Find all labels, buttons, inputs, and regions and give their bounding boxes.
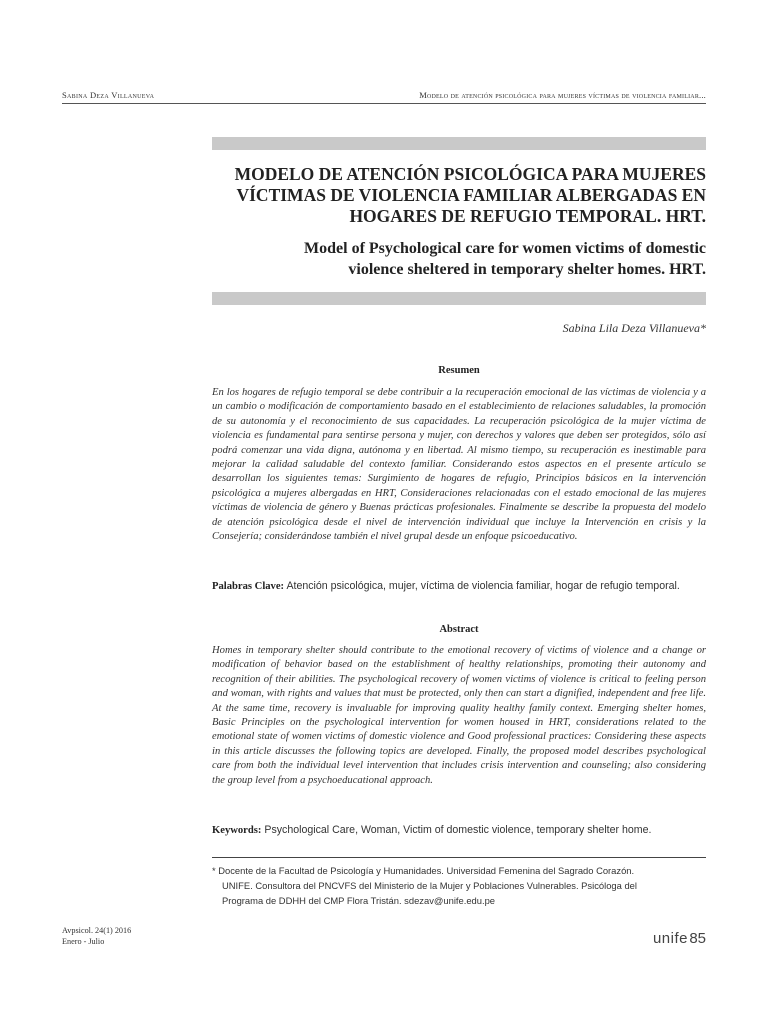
palabras-clave-values: Atención psicológica, mujer, víctima de violencia familiar, hogar de refugio temporal. [286, 580, 680, 592]
palabras-clave [212, 579, 706, 594]
journal-volume: Avpsicol. 24(1) 2016 [62, 926, 132, 935]
title-band-top [212, 137, 706, 150]
footnote-line-3: Programa de DDHH del CMP Flora Tristán. sdezav@unife.edu.pe [222, 895, 496, 906]
footnote-line-2: UNIFE. Consultora del PNCVFS del Ministerio de la Mujer y Poblaciones Vulnerables. Psicóloga del [222, 880, 637, 891]
journal-period: Enero - Julio [62, 937, 105, 946]
header-rule [62, 103, 706, 104]
resumen-heading: Resumen [438, 365, 480, 376]
resumen-text: En los hogares de refugio temporal se debe contribuir a la recuperación emocional de las víctimas de violencia y a un cambio o modificación de comportamiento basado en el establecimiento de relaciones saludables, la promoción de su autonomía y el reconocimiento de sus capacidades. La recuperación psicológica de la mujer víctima de violencia es fundamental para sentirse persona y mujer, con derechos y valores que deben ser protegidos, sólo así podrá comenzar una vida digna, autónoma y en libertad. Al mismo tiempo, su recuperación es inestimable para mejorar la calidad saludable del contexto familiar. Considerando estos aspectos en el presente artículo se desarrollan los siguientes temas: Surgimiento de hogares de refugio, Principios básicos en la intervención psicológica a mujeres albergadas en HRT, Consideraciones relacionadas con el estado emocional de las mujeres víctimas de violencia de género y Buenas prácticas profesionales. Finalmente se describe la propuesta del modelo de atención psicológica desde el nivel de intervención individual que incluye la Intervención en crisis y la Consejería; considerándose también el nivel grupal desde un enfoque psicoeducativo. [212, 387, 706, 543]
keywords [212, 823, 706, 838]
abstract-text: Homes in temporary shelter should contribute to the emotional recovery of victims of violence and a change or modification of behavior based on the establishment of healthy relationships, promoting their autonomy and recognition of their abilities. The psychological recovery of women victims of violence is critical to feeling person and woman, with rights and values that must be protected, only then can start a dignified, independent and free life. At the same time, recovery is invaluable for improving quality healthy family context. Emerging shelter homes, Basic Principles on the psychological intervention for women housed in HRT, considerations related to the emotional state of women victims of domestic violence and Good professional practices: Considering these aspects in this article discusses the following topics are developed. Finally, the proposed model describes psychological care from both the individual level intervention that includes crisis intervention and counseling; also considering the group level from a psychoeducational approach. [212, 645, 706, 786]
abstract-heading: Abstract [439, 624, 479, 635]
title-spanish-line-2: VÍCTIMAS DE VIOLENCIA FAMILIAR ALBERGADAS EN [236, 185, 706, 205]
page-number: 85 [689, 930, 706, 947]
keywords-values: Psychological Care, Woman, Victim of domestic violence, temporary shelter home. [264, 824, 652, 836]
title-spanish [200, 164, 706, 227]
author-name: Sabina Lila Deza Villanueva* [562, 321, 706, 335]
title-spanish-line-3: HOGARES DE REFUGIO TEMPORAL. HRT. [349, 206, 706, 226]
author-footnote [212, 863, 706, 908]
title-spanish-line-1: MODELO DE ATENCIÓN PSICOLÓGICA PARA MUJERES [234, 164, 706, 184]
running-header-title: Modelo de atención psicológica para mujeres víctimas de violencia familiar... [419, 90, 706, 100]
unife-logo: unife [652, 930, 688, 947]
title-english-line-1: Model of Psychological care for women victims of domestic [304, 240, 706, 257]
footnote-rule [212, 857, 706, 858]
running-header-author: Sabina Deza Villanueva [62, 90, 155, 100]
footnote-line-1: * Docente de la Facultad de Psicología y Humanidades. Universidad Femenina del Sagrado Corazón. [212, 865, 635, 876]
title-band-bottom [212, 292, 706, 305]
keywords-label: Keywords: [212, 825, 262, 836]
journal-info [62, 925, 131, 947]
title-english-line-2: violence sheltered in temporary shelter homes. HRT. [348, 261, 706, 278]
title-english [200, 238, 706, 280]
palabras-clave-label: Palabras Clave: [212, 581, 285, 592]
